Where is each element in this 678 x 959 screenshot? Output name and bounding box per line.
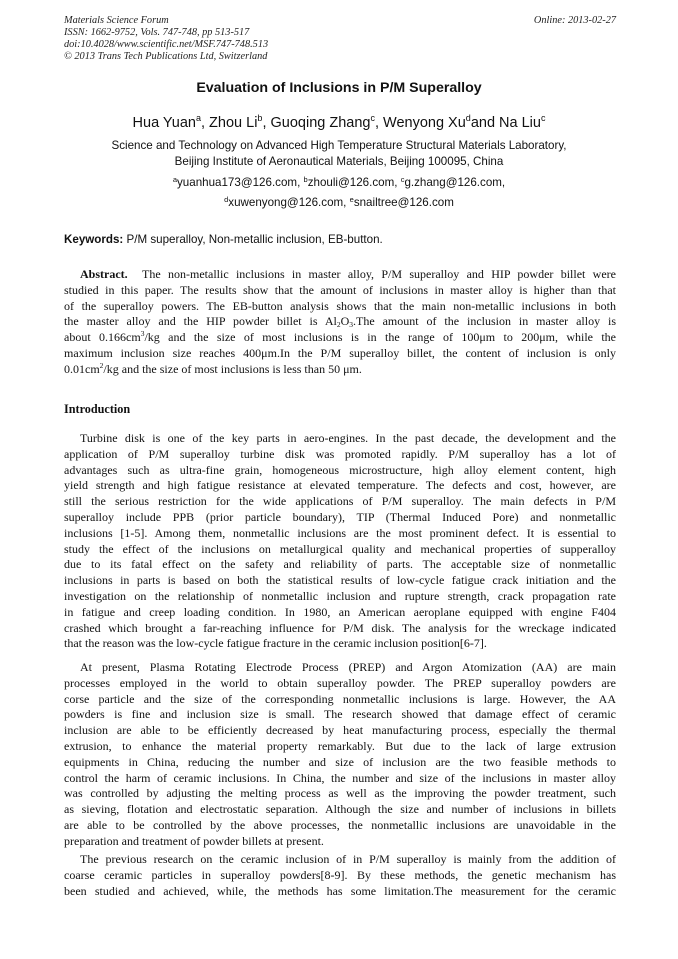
doi-line[interactable]: doi:10.4028/www.scientific.net/MSF.747-748.513 bbox=[64, 39, 269, 50]
section-heading-introduction: Introduction bbox=[64, 402, 131, 416]
author-name: Guoqing Zhang bbox=[270, 115, 371, 131]
abstract-line: the master alloy and the HIP powder billet is $Al_2O_3.The$ amount of the inclusion in master alloy is bbox=[64, 314, 616, 330]
abstract bbox=[64, 267, 616, 378]
text-line: investigation on the relationship of nonmetallic inclusion and rupture strength, crack propagation rate bbox=[64, 588, 616, 603]
text-line: coarse ceramic particles in superalloy powders[8-9]. By these methods, the genetic mechanism has bbox=[64, 867, 616, 882]
paper-title: Evaluation of Inclusions in P/M Superalloy bbox=[196, 80, 482, 96]
email-a[interactable]: yuanhua173@126.com, bbox=[177, 176, 301, 189]
text-line: been studied and achieved, while, the methods has some limitation.The measurement for the ceramic bbox=[64, 883, 616, 898]
text-line: preparation and treatment of powder billets at present. bbox=[64, 833, 324, 848]
text-line: was controlled by adjusting the melting process as well as the improving the powder treatment, such bbox=[64, 786, 616, 801]
text-line: equipments in China, reducing the number and size of inclusion are the two feasible methods to bbox=[64, 754, 616, 769]
text-line: control the harm of ceramic inclusions. In China, the number and size of the inclusions in master alloy bbox=[64, 770, 616, 785]
author-affil-mark: c bbox=[370, 113, 375, 123]
text-line: application of P/M superalloy turbine disk was promoted rapidly. P/M superalloy has a lot of bbox=[64, 446, 616, 461]
keywords bbox=[64, 233, 616, 246]
text-line: in fatigue and creep loading condition. In 1980, an American aeroplane equipped with engine F404 bbox=[64, 604, 616, 619]
text-line: powders is fine and inclusion size is small. The research showed that damage effect of ceramic bbox=[64, 707, 616, 722]
journal-name: Materials Science Forum bbox=[64, 15, 169, 26]
author-name: Wenyong Xu bbox=[383, 115, 466, 131]
text-line: processes employed in the world to obtain superalloy powder. The PREP superalloy powders are bbox=[64, 675, 616, 690]
keywords-text: P/M superalloy, Non-metallic inclusion, EB-button. bbox=[126, 233, 383, 246]
email-line-2: $^d$xuwenyong@126.com, $^e$snailtree@126.com bbox=[224, 195, 454, 209]
affiliation-line-1: Science and Technology on Advanced High Temperature Structural Materials Laboratory, bbox=[111, 139, 567, 152]
text-line: that the reason was the low-cycle fatigue fracture in the ceramic inclusion position[6-7]. bbox=[64, 636, 487, 651]
text-line: corse particle and the size of the corresponding nonmetallic inclusions is large. However, the AA bbox=[64, 691, 616, 706]
author-affil-mark: d bbox=[465, 113, 471, 123]
author-affil-mark: a bbox=[195, 113, 201, 123]
text-line: crashed which brought a far-reaching influence for P/M disk. The analysis for the wreckage indicated bbox=[64, 620, 616, 635]
text-line: inclusion are able to be efficiently decreased by heat manufacturing process, especially the thermal bbox=[64, 723, 616, 738]
text-line: as sieving, flotation and electrostatic separation. Although the size and number of inclusions in billets bbox=[64, 802, 616, 817]
issn-line: ISSN: 1662-9752, Vols. 747-748, pp 513-517 bbox=[64, 27, 250, 38]
email-line-1: $^a$yuanhua173@126.com, $^b$zhouli@126.com, $^c$g.zhang@126.com, bbox=[172, 175, 506, 189]
text-line: superalloy include PPB (prior particle boundary), TIP (Thermal Induced Pore) and nonmetallic bbox=[64, 509, 616, 524]
text-line: Turbine disk is one of the key parts in aero-engines. In the past decade, the development and the bbox=[80, 431, 616, 445]
text-line: At present, Plasma Rotating Electrode Process (PREP) and Argon Atomization (AA) are main bbox=[80, 660, 616, 674]
affiliation-line-2: Beijing Institute of Aeronautical Materials, Beijing 100095, China bbox=[174, 155, 504, 168]
email-c[interactable]: g.zhang@126.com, bbox=[404, 176, 506, 189]
abstract-line: $0.01cm^2/kg$ and the size of most inclusions is less than 50 μm. bbox=[64, 361, 362, 376]
text-line: due to its fatal effect on the safety and reliability of parts. The acceptable size of nonmetallic bbox=[64, 557, 616, 572]
text-line: inclusions [1-5]. Among them, nonmetallic inclusions are the most prominent defect. It is essential to bbox=[64, 525, 616, 540]
text-line: are able to be controlled by the above processes, the nonmetallic inclusions are unavoidable in the bbox=[64, 817, 616, 832]
email-d[interactable]: xuwenyong@126.com, bbox=[228, 196, 347, 209]
email-e[interactable]: snailtree@126.com bbox=[353, 196, 454, 209]
intro-paragraph-2 bbox=[64, 660, 616, 850]
author-name: Na Liu bbox=[499, 115, 541, 131]
keywords-label: Keywords: bbox=[64, 233, 124, 246]
text-line: extrusion, to enhance the material property remarkably. But due to the lack of large extrusion bbox=[64, 738, 616, 753]
copyright-line: © 2013 Trans Tech Publications Ltd, Switzerland bbox=[64, 51, 268, 62]
author-list: Hua Yuan$^a$, Zhou Li$^b$, Guoqing Zhang$^c$, Wenyong Xu$^d$and Na Liu$^c$ bbox=[132, 113, 546, 131]
abstract-line: studied in this paper. The results show that the amount of inclusions in master alloy is higher than that bbox=[64, 282, 616, 297]
abstract-line: of the superalloy powers. The EB-button analysis shows that the main non-metallic inclusions in both bbox=[64, 298, 616, 313]
abstract-line: about $0.166cm^3/kg$ and the size of most inclusions is in the range of 100μm to 200μm, while the bbox=[64, 330, 616, 345]
text-line: inclusions in parts is based on both the statistical results of low-cycle fatigue crack initiation and the bbox=[64, 573, 616, 588]
author-name: Zhou Li bbox=[209, 115, 258, 131]
online-date: Online: 2013-02-27 bbox=[533, 15, 616, 26]
text-line: The previous research on the ceramic inclusion of in P/M superalloy is mainly from the addition of bbox=[80, 852, 616, 866]
author-name: Hua Yuan bbox=[132, 115, 196, 131]
text-line: yield strength and high fatigue resistance at elevated temperature. The defects and cost, however, are bbox=[64, 478, 616, 493]
text-line: still the serious restriction for the wide applications of P/M superalloy. The main defects in P/M bbox=[64, 494, 616, 509]
text-line: advantages such as ultra-fine grain, homogeneous microstructure, high alloy element content, high bbox=[64, 462, 616, 477]
intro-paragraph-3 bbox=[64, 852, 616, 899]
intro-paragraph-1 bbox=[64, 431, 616, 652]
journal-header bbox=[64, 15, 616, 63]
abstract-line: Abstract. The non-metallic inclusions in master alloy, P/M superalloy and HIP powder billet were bbox=[80, 267, 616, 281]
email-b[interactable]: zhouli@126.com, bbox=[307, 176, 398, 189]
abstract-line: maximum inclusion size reaches 400μm.In the P/M superalloy billet, the content of inclusion is only bbox=[64, 345, 616, 360]
author-affil-mark: c bbox=[540, 113, 546, 123]
author-affil-mark: b bbox=[257, 113, 263, 123]
abstract-label: Abstract. bbox=[80, 267, 128, 281]
text-line: study the effect of the inclusions on metallurgical quality and mechanical properties of supperalloy bbox=[64, 541, 616, 556]
